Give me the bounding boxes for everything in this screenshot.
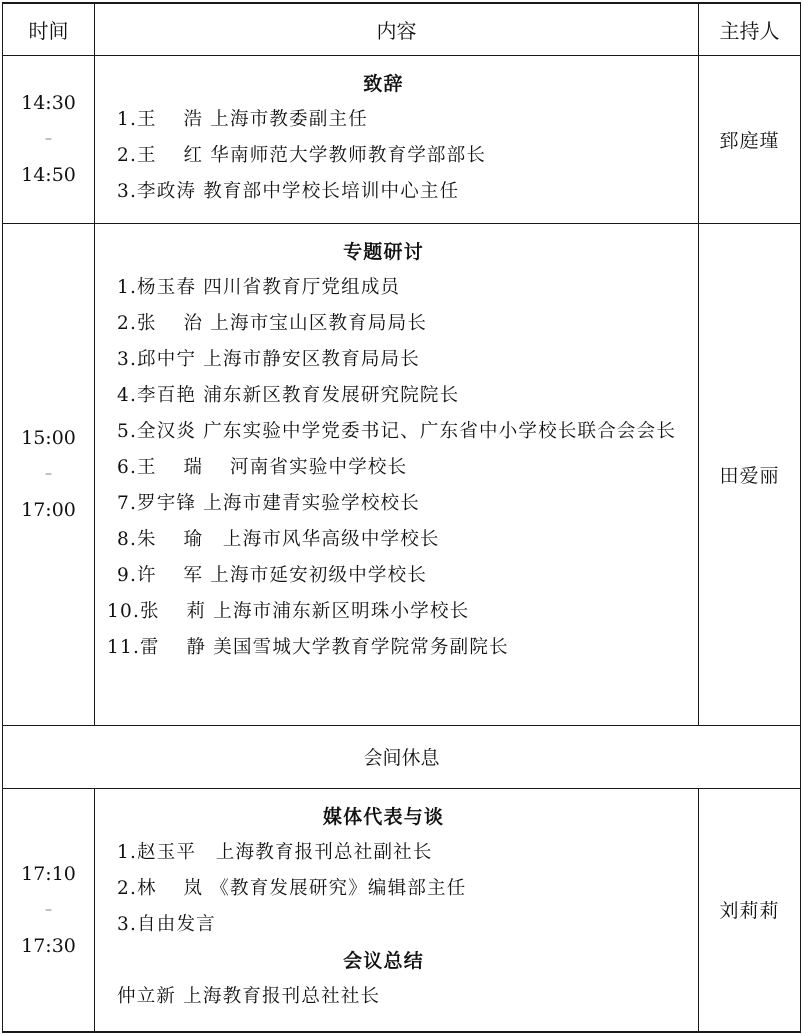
header-content: 内容	[95, 3, 699, 55]
session-host: 刘莉莉	[699, 788, 801, 1032]
section-title: 媒体代表与谈	[322, 805, 445, 828]
header-row	[3, 3, 801, 55]
session-time	[3, 788, 95, 1032]
agenda-table	[2, 2, 801, 1033]
list-item: 3.自由发言	[117, 913, 216, 935]
list-item: 4.李百艳 浦东新区教育发展研究院院长	[117, 384, 460, 406]
time-start: 15:00	[21, 427, 76, 449]
list-item: 2.林 岚 《教育发展研究》编辑部主任	[117, 877, 467, 899]
header-host: 主持人	[699, 3, 801, 55]
list-item: 5.全汉炎 广东实验中学党委书记、广东省中小学校长联合会会长	[117, 420, 677, 442]
closing-item: 仲立新 上海教育报刊总社社长	[117, 985, 381, 1007]
session-content	[95, 55, 699, 223]
list-item: 9.许 军 上海市延安初级中学校长	[117, 564, 428, 586]
list-item: 3.李政涛 教育部中学校长培训中心主任	[117, 180, 460, 202]
closing-title: 会议总结	[343, 949, 424, 972]
session-host: 田爱丽	[699, 223, 801, 725]
time-dash: –	[45, 466, 52, 482]
list-item: 2.张 治 上海市宝山区教育局局长	[117, 312, 428, 334]
session-time	[3, 55, 95, 223]
time-start: 14:30	[21, 92, 76, 114]
time-end: 14:50	[21, 164, 76, 186]
list-item: 2.王 红 华南师范大学教师教育学部部长	[117, 144, 487, 166]
list-item: 8.朱 瑜 上海市风华高级中学校长	[117, 528, 440, 550]
time-start: 17:10	[21, 862, 76, 885]
session-host: 郅庭瑾	[699, 55, 801, 223]
session-content	[95, 223, 699, 725]
session-row-media	[3, 788, 801, 1032]
header-time: 时间	[3, 3, 95, 55]
list-item: 10.张 莉 上海市浦东新区明珠小学校长	[107, 600, 470, 622]
list-item: 1.王 浩 上海市教委副主任	[117, 108, 368, 130]
section-title: 致辞	[363, 72, 404, 95]
list-item: 11.雷 静 美国雪城大学教育学院常务副院长	[107, 636, 509, 658]
list-item: 3.邱中宁 上海市静安区教育局局长	[117, 348, 420, 370]
break-row	[3, 725, 801, 788]
session-row-opening	[3, 55, 801, 223]
time-end: 17:30	[21, 934, 76, 957]
time-dash: –	[45, 901, 52, 918]
session-time	[3, 223, 95, 725]
time-dash: –	[45, 131, 52, 147]
section-title: 专题研讨	[343, 240, 424, 263]
session-row-discussion	[3, 223, 801, 725]
time-end: 17:00	[21, 499, 76, 521]
break-label: 会间休息	[3, 725, 801, 788]
session-content	[95, 788, 699, 1032]
list-item: 1.杨玉春 四川省教育厅党组成员	[117, 276, 401, 298]
list-item: 6.王 瑞 河南省实验中学校长	[117, 456, 408, 478]
list-item: 1.赵玉平 上海教育报刊总社副社长	[117, 841, 433, 863]
list-item: 7.罗宇锋 上海市建青实验学校校长	[117, 492, 420, 514]
